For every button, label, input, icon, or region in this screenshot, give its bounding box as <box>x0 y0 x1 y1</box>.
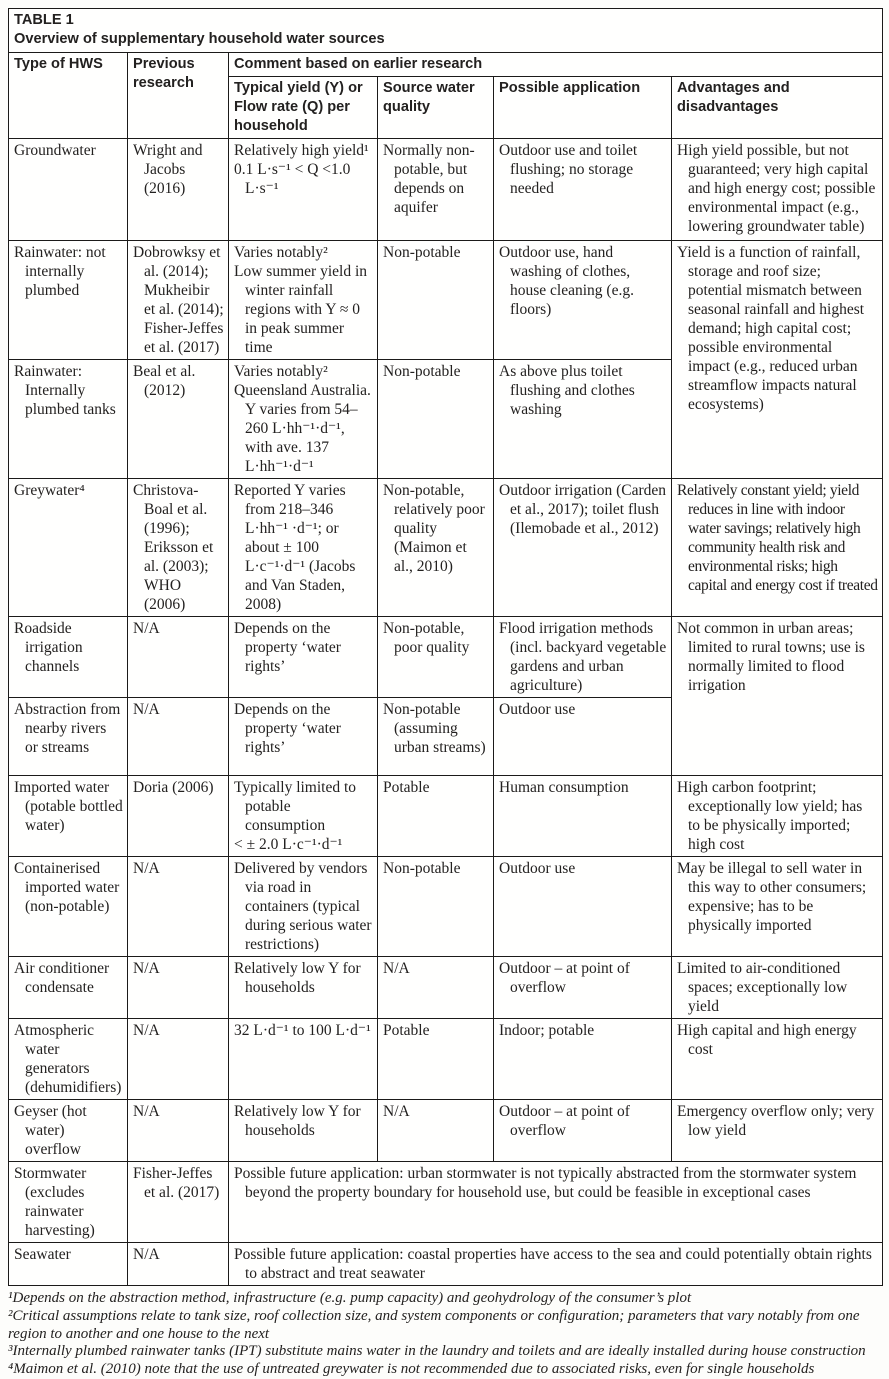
cell-type <box>9 776 128 857</box>
cell-text: Doria (2006) <box>133 779 214 796</box>
header-advantages: Advantages and disadvantages <box>672 77 883 139</box>
cell-text: High capital and high energy cost <box>677 1022 857 1058</box>
cell-yield <box>229 139 378 241</box>
cell-yield <box>229 1019 378 1100</box>
cell-yield <box>229 857 378 957</box>
cell-application <box>494 1100 672 1162</box>
cell-text: Non-potable <box>383 860 461 877</box>
cell-text: Emergency overflow only; very low yield <box>677 1103 875 1139</box>
cell-type <box>9 1162 128 1243</box>
cell-text: Wright and Jacobs (2016) <box>133 142 203 197</box>
cell-text: Rainwater: not internally plumbed <box>14 244 106 299</box>
cell-type <box>9 360 128 479</box>
header-source-water-quality: Source water quality <box>378 77 494 139</box>
cell-text: Varies notably² Low summer yield in winter rainfall regions with Y ≈ 0 in peak summer time <box>234 244 368 356</box>
cell-text: Non-potable (assuming urban streams) <box>383 701 486 756</box>
cell-research <box>128 776 229 857</box>
cell-type <box>9 241 128 360</box>
cell-text: Reported Y varies from 218–346 L·hh⁻¹ ·d⁻¹; or about ± 100 L·c⁻¹·d⁻¹ (Jacobs and Van Staden, 2008) <box>234 482 356 613</box>
cell-type <box>9 1019 128 1100</box>
table-row-roadside-channels <box>9 617 883 698</box>
cell-quality <box>378 857 494 957</box>
header-possible-application: Possible application <box>494 77 672 139</box>
cell-text: N/A <box>383 960 410 977</box>
cell-quality <box>378 479 494 617</box>
cell-text: High carbon footprint; exceptionally low yield; has to be physically imported; high cost <box>677 779 863 853</box>
cell-text: Depends on the property ‘water rights’ <box>234 620 341 675</box>
cell-yield <box>229 617 378 698</box>
cell-yield <box>229 698 378 776</box>
table-row-groundwater <box>9 139 883 241</box>
table-caption: Overview of supplementary household water sources <box>14 31 385 47</box>
cell-text: Groundwater <box>14 142 96 159</box>
cell-text: Relatively low Y for households <box>234 1103 361 1139</box>
cell-yield <box>229 360 378 479</box>
cell-advantages <box>672 1100 883 1162</box>
cell-text: N/A <box>133 1246 160 1263</box>
cell-text: N/A <box>133 1103 160 1120</box>
cell-yield <box>229 776 378 857</box>
cell-text: 32 L·d⁻¹ to 100 L·d⁻¹ <box>234 1022 371 1039</box>
cell-text: Outdoor use <box>499 860 576 877</box>
cell-application <box>494 776 672 857</box>
cell-advantages <box>672 957 883 1019</box>
cell-text: Dobrowksy et al. (2014); Mukheibir et al. (2014); Fisher-Jeffes et al. (2017) <box>133 244 224 356</box>
header-type-of-hws: Type of HWS <box>9 53 128 139</box>
cell-type <box>9 698 128 776</box>
cell-research <box>128 1162 229 1243</box>
cell-research <box>128 1019 229 1100</box>
cell-text: N/A <box>133 620 160 637</box>
cell-text: Geyser (hot water) overflow <box>14 1103 87 1158</box>
cell-text: N/A <box>383 1103 410 1120</box>
cell-application <box>494 479 672 617</box>
cell-type <box>9 139 128 241</box>
cell-text: Not common in urban areas; limited to rural towns; use is normally limited to flood irrigation <box>677 620 865 694</box>
cell-quality <box>378 241 494 360</box>
cell-comment <box>229 1243 883 1286</box>
table-number: TABLE 1 <box>14 12 74 28</box>
cell-text: Non-potable <box>383 244 461 261</box>
cell-advantages <box>672 479 883 617</box>
table-row-containerised-water <box>9 857 883 957</box>
cell-text: Rainwater: Internally plumbed tanks <box>14 363 116 418</box>
table-row-geyser-overflow <box>9 1100 883 1162</box>
cell-type <box>9 857 128 957</box>
cell-research <box>128 360 229 479</box>
cell-application <box>494 360 672 479</box>
header-typical-yield: Typical yield (Y) or Flow rate (Q) per household <box>229 77 378 139</box>
footnote-4: ⁴Maimon et al. (2010) note that the use of untreated greywater is not recommended due to associated risks, even for single households <box>8 1361 815 1378</box>
cell-application <box>494 241 672 360</box>
cell-text: Abstraction from nearby rivers or streams <box>14 701 121 756</box>
cell-text: Outdoor irrigation (Carden et al., 2017); toilet flush (Ilemobade et al., 2012) <box>499 482 667 537</box>
cell-comment <box>229 1162 883 1243</box>
cell-quality <box>378 617 494 698</box>
cell-type <box>9 479 128 617</box>
cell-advantages <box>672 241 883 479</box>
cell-text: N/A <box>133 860 160 877</box>
cell-research <box>128 957 229 1019</box>
footnotes <box>8 1290 888 1379</box>
cell-quality <box>378 139 494 241</box>
cell-text: May be illegal to sell water in this way to other consumers; expensive; has to be physically imported <box>677 860 867 934</box>
cell-yield <box>229 957 378 1019</box>
cell-application <box>494 139 672 241</box>
footnote-1: ¹Depends on the abstraction method, infrastructure (e.g. pump capacity) and geohydrology of the consumer’s plot <box>8 1290 692 1306</box>
cell-text: Non-potable, poor quality <box>383 620 470 656</box>
table-row-imported-water <box>9 776 883 857</box>
cell-text: Fisher-Jeffes et al. (2017) <box>133 1165 220 1201</box>
cell-text: Typically limited to potable consumption < ± 2.0 L·c⁻¹·d⁻¹ <box>234 779 357 853</box>
cell-text: Stormwater (excludes rainwater harvesting) <box>14 1165 95 1239</box>
cell-application <box>494 857 672 957</box>
cell-text: Potable <box>383 779 430 796</box>
cell-text: Containerised imported water (non-potable) <box>14 860 120 915</box>
cell-text: Outdoor – at point of overflow <box>499 1103 630 1139</box>
cell-research <box>128 139 229 241</box>
cell-text: Delivered by vendors via road in containers (typical during serious water restrictions) <box>234 860 372 953</box>
cell-text: Outdoor use <box>499 701 576 718</box>
cell-yield <box>229 241 378 360</box>
cell-text: N/A <box>133 701 160 718</box>
cell-quality <box>378 1100 494 1162</box>
cell-quality <box>378 698 494 776</box>
cell-quality <box>378 1019 494 1100</box>
cell-text: Outdoor use and toilet flushing; no storage needed <box>499 142 638 197</box>
cell-text: Normally non-potable, but depends on aquifer <box>383 142 475 216</box>
cell-research <box>128 241 229 360</box>
table-row-atmospheric-generators <box>9 1019 883 1100</box>
cell-text: High yield possible, but not guaranteed; very high capital and high energy cost; possible environmental impact (e.g., lowering groundwater table) <box>677 142 876 235</box>
cell-text: Possible future application: urban stormwater is not typically abstracted from the stormwater system beyond the property boundary for household use, but could be feasible in exceptional cases <box>234 1165 857 1201</box>
cell-text: Possible future application: coastal properties have access to the sea and could potentially obtain rights to abstract and treat seawater <box>234 1246 872 1282</box>
cell-text: Depends on the property ‘water rights’ <box>234 701 341 756</box>
cell-text: Non-potable, relatively poor quality (Maimon et al., 2010) <box>383 482 485 575</box>
cell-research <box>128 698 229 776</box>
cell-yield <box>229 1100 378 1162</box>
cell-research <box>128 1100 229 1162</box>
table-row-seawater <box>9 1243 883 1286</box>
cell-quality <box>378 776 494 857</box>
cell-research <box>128 1243 229 1286</box>
cell-text: Seawater <box>14 1246 71 1263</box>
cell-advantages <box>672 1019 883 1100</box>
hws-table <box>8 8 883 1286</box>
header-previous-research: Previous research <box>128 53 229 139</box>
cell-text: Relatively high yield¹ 0.1 L·s⁻¹ < Q <1.0 L·s⁻¹ <box>234 142 369 197</box>
header-row-group <box>9 53 883 77</box>
cell-type <box>9 957 128 1019</box>
cell-text: Potable <box>383 1022 430 1039</box>
cell-text: N/A <box>133 960 160 977</box>
table-row-stormwater <box>9 1162 883 1243</box>
cell-advantages <box>672 139 883 241</box>
cell-advantages <box>672 857 883 957</box>
table-row-aircon-condensate <box>9 957 883 1019</box>
cell-text: Non-potable <box>383 363 461 380</box>
cell-application <box>494 617 672 698</box>
table-title-row <box>9 9 883 53</box>
cell-text: Greywater⁴ <box>14 482 85 499</box>
cell-application <box>494 957 672 1019</box>
cell-text: Atmospheric water generators (dehumidifiers) <box>14 1022 122 1096</box>
cell-text: Outdoor use, hand washing of clothes, house cleaning (e.g. floors) <box>499 244 634 318</box>
cell-text: Air conditioner condensate <box>14 960 110 996</box>
cell-text: Outdoor – at point of overflow <box>499 960 630 996</box>
cell-text: Imported water (potable bottled water) <box>14 779 123 834</box>
cell-yield <box>229 479 378 617</box>
cell-advantages <box>672 617 883 776</box>
table-row-rainwater-not-plumbed <box>9 241 883 360</box>
table-title <box>9 9 883 53</box>
cell-type <box>9 1243 128 1286</box>
cell-research <box>128 857 229 957</box>
cell-application <box>494 698 672 776</box>
cell-text: N/A <box>133 1022 160 1039</box>
cell-text: Limited to air-conditioned spaces; exceptionally low yield <box>677 960 848 1015</box>
cell-text: Christova-Boal et al. (1996); Eriksson et al. (2003); WHO (2006) <box>133 482 214 613</box>
cell-text: As above plus toilet flushing and clothes washing <box>499 363 635 418</box>
cell-text: Yield is a function of rainfall, storage and roof size; potential mismatch between seasonal rainfall and highest demand; high capital cost; possible environmental impact (e.g., reduced urban streamflow impacts natural ecosystems) <box>677 244 865 413</box>
cell-type <box>9 1100 128 1162</box>
table-row-greywater <box>9 479 883 617</box>
cell-text: Relatively low Y for households <box>234 960 361 996</box>
cell-application <box>494 1019 672 1100</box>
cell-type <box>9 617 128 698</box>
header-comment-group: Comment based on earlier research <box>229 53 883 77</box>
cell-research <box>128 617 229 698</box>
cell-text: Roadside irrigation channels <box>14 620 83 675</box>
cell-research <box>128 479 229 617</box>
cell-text: Beal et al. (2012) <box>133 363 196 399</box>
cell-text: Relatively constant yield; yield reduces in line with indoor water savings; relatively high community health risk and environmental risks; high capital and energy cost if treated <box>677 482 878 594</box>
cell-text: Human consumption <box>499 779 629 796</box>
cell-text: Flood irrigation methods (incl. backyard vegetable gardens and urban agriculture) <box>499 620 667 694</box>
footnote-2: ²Critical assumptions relate to tank size, roof collection size, and system components or configuration; parameters that vary notably from one region to another and one house to the next <box>8 1307 860 1342</box>
cell-text: Indoor; potable <box>499 1022 595 1039</box>
cell-quality <box>378 360 494 479</box>
cell-text: Varies notably² Queensland Australia. Y varies from 54–260 L·hh⁻¹·d⁻¹, with ave. 137 L·hh⁻¹·d⁻¹ <box>234 363 371 475</box>
footnote-3: ³Internally plumbed rainwater tanks (IPT) substitute mains water in the laundry and toilets and are ideally installed during house construction <box>8 1343 866 1360</box>
cell-advantages <box>672 776 883 857</box>
cell-quality <box>378 957 494 1019</box>
